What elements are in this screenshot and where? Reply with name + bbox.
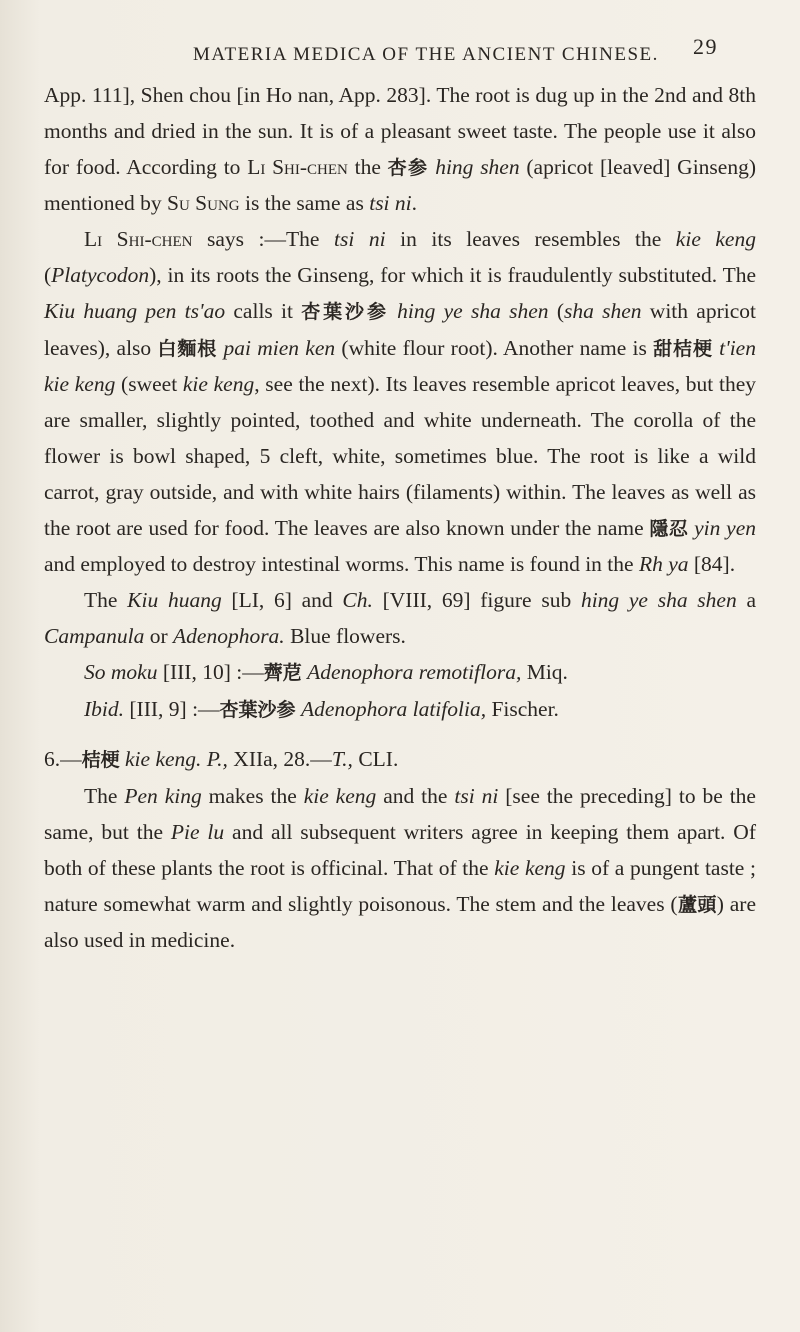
chinese-characters: 杏葉沙参 bbox=[301, 300, 389, 323]
text: Fischer. bbox=[486, 696, 559, 721]
romanized-name: hing ye sha shen bbox=[397, 298, 549, 323]
text: a bbox=[736, 588, 756, 613]
latin-name: Adenophora remotiflora, bbox=[307, 659, 522, 684]
book-title: Ibid. bbox=[84, 696, 125, 721]
text: [LI, 6] and bbox=[221, 588, 343, 613]
text: App. 111], Shen chou [in Ho nan, App. 283]. The root is dug up in the 2nd and 8th months and dried in the sun. It is of a pleasant sweet taste. The people use it also for food. According to bbox=[44, 83, 756, 179]
paragraph-5 bbox=[44, 692, 756, 729]
page-number: 29 bbox=[693, 34, 718, 59]
author-name: Su Sung bbox=[167, 191, 240, 216]
romanized-name: yin yen bbox=[694, 515, 756, 540]
text: ) are also used in medicine. bbox=[44, 891, 756, 953]
section-number: 6.— bbox=[44, 747, 82, 772]
book-title: Pie lu bbox=[170, 819, 225, 844]
author-name: Li Shi-chen bbox=[247, 154, 348, 179]
paragraph-1 bbox=[44, 78, 756, 222]
chinese-characters: 蘆頭 bbox=[677, 893, 717, 916]
text: Miq. bbox=[521, 659, 568, 684]
romanized-name: hing shen bbox=[435, 154, 520, 179]
romanized-name: kie keng bbox=[494, 855, 566, 880]
romanized-name: tsi ni bbox=[454, 784, 499, 809]
text: says :—The bbox=[192, 227, 334, 252]
paragraph-7 bbox=[44, 779, 756, 959]
romanized-name: sha shen bbox=[563, 298, 642, 323]
romanized-name: t'ien kie keng bbox=[44, 335, 756, 397]
text: Blue flowers. bbox=[284, 623, 406, 648]
romanized-name: pai mien ken bbox=[223, 335, 336, 360]
text: in its leaves resembles the bbox=[385, 227, 676, 252]
text: ), in its roots the Ginseng, for which it is fraudulently substituted. The bbox=[149, 262, 756, 287]
text: and the bbox=[376, 784, 455, 809]
chinese-characters: 甜桔梗 bbox=[653, 337, 713, 360]
book-title: Kiu huang pen ts'ao bbox=[44, 298, 226, 323]
text: [84]. bbox=[688, 552, 736, 577]
chinese-characters: 隱忍 bbox=[649, 517, 689, 540]
text: (apricot [leaved] Ginseng) mentioned by bbox=[44, 154, 756, 216]
latin-name: Adenophora latifolia, bbox=[300, 696, 487, 721]
romanized-name: kie keng. bbox=[125, 747, 202, 772]
text: calls it bbox=[225, 298, 302, 323]
text: or bbox=[144, 623, 174, 648]
book-title: Kiu huang bbox=[127, 588, 222, 613]
text: (sweet bbox=[115, 372, 183, 397]
chinese-characters: 薺苨 bbox=[263, 661, 302, 684]
text: and employed to destroy intestinal worms. This name is found in the bbox=[44, 552, 639, 577]
section-heading bbox=[44, 742, 756, 779]
text: , see the next). Its leaves resemble apricot leaves, but they are smaller, slightly pointed, toothed and white underneath. The corolla of the flower is bowl shaped, 5 cleft, white, sometimes blue. The root is like a wild carrot, gray outside, and with white hairs (filaments) within. The leaves as well as the root are used for food. The leaves are also known under the name bbox=[44, 372, 756, 540]
romanized-name: tsi ni bbox=[369, 191, 412, 216]
book-title: Rh ya bbox=[638, 552, 689, 577]
text: and all subsequent writers agree in keeping them apart. Of both of these plants the root is officinal. That of the bbox=[44, 819, 756, 880]
latin-name: Platycodon bbox=[51, 262, 150, 287]
book-title: Pen king bbox=[124, 784, 202, 809]
text: [III, 10] :— bbox=[157, 659, 264, 684]
text: The bbox=[84, 784, 125, 809]
text: is of a pungent taste ; nature somewhat warm and slightly poisonous. The stem and the leaves ( bbox=[44, 855, 756, 916]
body-text bbox=[44, 78, 756, 959]
text: XIIa, 28.— bbox=[227, 747, 332, 772]
romanized-name: kie keng bbox=[182, 372, 255, 397]
chinese-characters: 杏参 bbox=[387, 156, 429, 179]
paragraph-4 bbox=[44, 655, 756, 692]
text: is the same as bbox=[239, 191, 370, 216]
text: ( bbox=[44, 262, 52, 287]
text: [see the preceding] to be the same, but the bbox=[44, 784, 756, 844]
book-title: So moku bbox=[84, 659, 158, 684]
chinese-characters: 杏葉沙参 bbox=[219, 698, 296, 721]
book-title: Ch. bbox=[342, 588, 373, 613]
chinese-characters: 白麵根 bbox=[157, 337, 218, 360]
text: CLI. bbox=[352, 747, 399, 772]
romanized-name: tsi ni bbox=[334, 227, 386, 252]
text: (white flour root). Another name is bbox=[335, 335, 654, 360]
text: ( bbox=[548, 298, 564, 323]
text: [III, 9] :— bbox=[124, 696, 220, 721]
paragraph-2 bbox=[44, 222, 756, 583]
text: with apricot leaves), also bbox=[44, 298, 756, 360]
text: makes the bbox=[201, 784, 304, 809]
running-title: MATERIA MEDICA OF THE ANCIENT CHINESE. bbox=[193, 44, 659, 65]
text: [VIII, 69] figure sub bbox=[372, 588, 581, 613]
text: the bbox=[347, 154, 388, 179]
text: . bbox=[411, 191, 418, 216]
author-name: Li Shi-chen bbox=[84, 227, 193, 252]
romanized-name: hing ye sha shen bbox=[580, 588, 737, 613]
text: The bbox=[84, 588, 128, 613]
romanized-name: kie keng bbox=[303, 784, 377, 809]
latin-name: Adenophora. bbox=[173, 623, 285, 648]
reference-abbreviation: T., bbox=[331, 747, 353, 772]
reference-abbreviation: P., bbox=[206, 747, 228, 772]
paragraph-3 bbox=[44, 583, 756, 655]
chinese-characters: 桔梗 bbox=[81, 749, 120, 772]
latin-name: Campanula bbox=[44, 623, 145, 648]
romanized-name: kie keng bbox=[675, 227, 756, 252]
